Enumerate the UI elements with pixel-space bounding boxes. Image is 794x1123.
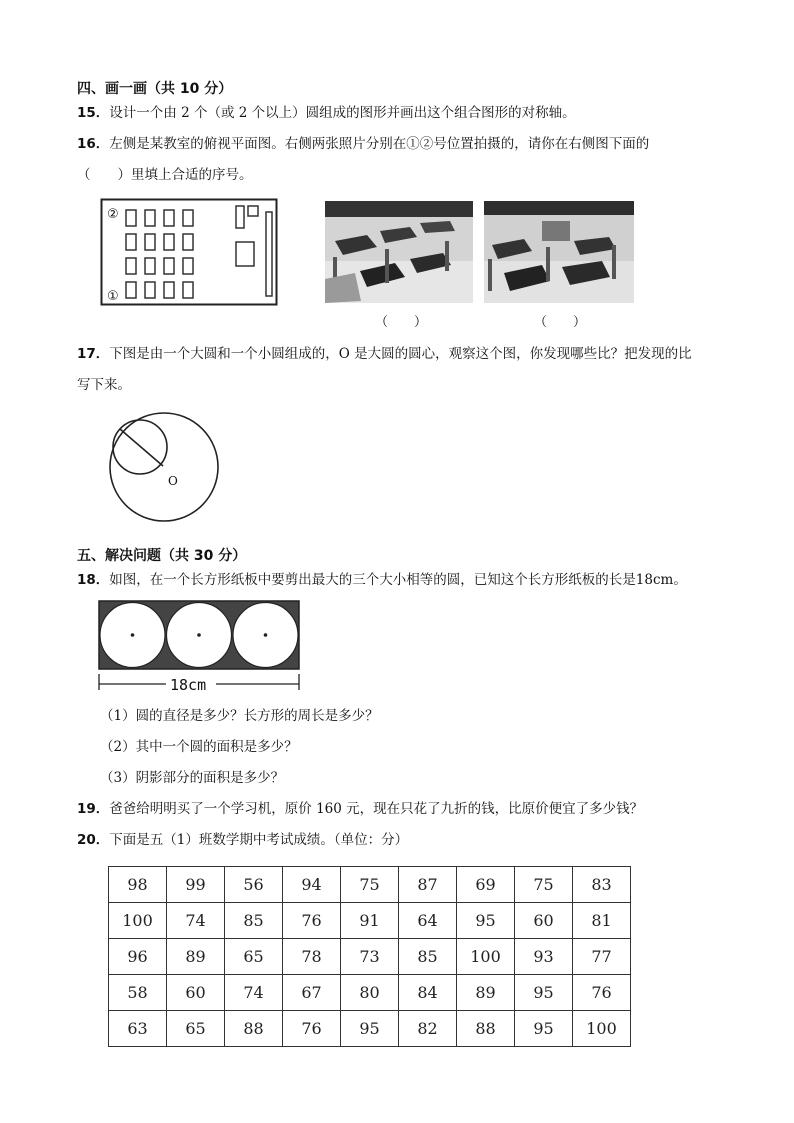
- score-table-wrapper: [108, 866, 631, 1047]
- table-cell: 69: [457, 867, 515, 903]
- table-cell: 76: [573, 975, 631, 1011]
- question-16-number: 16．: [77, 136, 110, 152]
- table-cell: 64: [399, 903, 457, 939]
- question-15-number: 15．: [77, 105, 110, 121]
- table-cell: 95: [341, 1011, 399, 1047]
- question-18: [77, 571, 687, 589]
- question-15-text: 设计一个由 2 个（或 2 个以上）圆组成的图形并画出这个组合图形的对称轴。: [109, 105, 576, 121]
- question-17-text-line1: 下图是由一个大圆和一个小圆组成的，O 是大圆的圆心，观察这个图，你发现哪些比？把发现的比: [109, 346, 692, 362]
- position-1-marker: ①: [107, 289, 119, 304]
- question-15: [77, 104, 576, 122]
- table-row: [109, 1011, 631, 1047]
- question-18-sub-2: （2）其中一个圆的面积是多少？: [100, 739, 298, 755]
- table-cell: 96: [109, 939, 167, 975]
- section-5-title: 五、解决问题（共 30 分）: [77, 548, 247, 564]
- photo-2-answer-paren: （ ）: [534, 315, 587, 330]
- table-cell: 81: [573, 903, 631, 939]
- question-20-text: 下面是五（1）班数学期中考试成绩。（单位：分）: [109, 832, 409, 848]
- table-cell: 100: [573, 1011, 631, 1047]
- table-cell: 85: [225, 903, 283, 939]
- classroom-photo-2: [484, 201, 634, 303]
- question-20-number: 20．: [77, 832, 110, 848]
- table-row: [109, 903, 631, 939]
- table-cell: 60: [167, 975, 225, 1011]
- question-19-text: 爸爸给明明买了一个学习机，原价 160 元，现在只花了九折的钱，比原价便宜了多少钱？: [109, 801, 644, 817]
- classroom-floor-plan: [100, 198, 278, 306]
- table-cell: 93: [515, 939, 573, 975]
- question-18-sub-1: （1）圆的直径是多少？长方形的周长是多少？: [100, 708, 379, 724]
- table-cell: 99: [167, 867, 225, 903]
- table-cell: 95: [515, 1011, 573, 1047]
- center-label: O: [168, 474, 178, 488]
- table-cell: 58: [109, 975, 167, 1011]
- table-cell: 80: [341, 975, 399, 1011]
- classroom-photo-1: [325, 201, 473, 303]
- question-19-number: 19．: [77, 801, 110, 817]
- position-2-marker: ②: [107, 207, 119, 222]
- table-cell: 76: [283, 903, 341, 939]
- table-cell: 67: [283, 975, 341, 1011]
- table-cell: 83: [573, 867, 631, 903]
- question-17-text-line2: 写下来。: [77, 377, 131, 393]
- question-16-text-line2: （ ）里填上合适的序号。: [77, 167, 253, 183]
- table-cell: 75: [341, 867, 399, 903]
- table-row: [109, 975, 631, 1011]
- table-cell: 78: [283, 939, 341, 975]
- table-cell: 91: [341, 903, 399, 939]
- table-cell: 95: [457, 903, 515, 939]
- table-cell: 74: [225, 975, 283, 1011]
- table-cell: 76: [283, 1011, 341, 1047]
- photo-1-answer-paren: （ ）: [375, 315, 428, 330]
- table-cell: 95: [515, 975, 573, 1011]
- table-cell: 84: [399, 975, 457, 1011]
- table-cell: 65: [167, 1011, 225, 1047]
- table-cell: 89: [457, 975, 515, 1011]
- table-cell: 73: [341, 939, 399, 975]
- table-cell: 89: [167, 939, 225, 975]
- question-18-text: 如图，在一个长方形纸板中要剪出最大的三个大小相等的圆，已知这个长方形纸板的长是18cm。: [109, 572, 687, 588]
- table-cell: 74: [167, 903, 225, 939]
- table-cell: 98: [109, 867, 167, 903]
- question-16: [77, 135, 649, 153]
- table-cell: 100: [457, 939, 515, 975]
- table-row: [109, 939, 631, 975]
- question-17: [77, 345, 692, 363]
- table-cell: 60: [515, 903, 573, 939]
- question-16-text-line1: 左侧是某教室的俯视平面图。右侧两张照片分别在①②号位置拍摄的，请你在右侧图下面的: [109, 136, 650, 152]
- table-cell: 75: [515, 867, 573, 903]
- table-cell: 94: [283, 867, 341, 903]
- table-cell: 85: [399, 939, 457, 975]
- question-18-sub-3: （3）阴影部分的面积是多少？: [100, 770, 285, 786]
- question-19: [77, 800, 643, 818]
- table-cell: 88: [457, 1011, 515, 1047]
- section-4-title: 四、画一画（共 10 分）: [77, 81, 233, 97]
- table-cell: 63: [109, 1011, 167, 1047]
- table-cell: 87: [399, 867, 457, 903]
- question-17-number: 17．: [77, 346, 110, 362]
- score-table: [108, 866, 631, 1047]
- table-cell: 56: [225, 867, 283, 903]
- table-cell: 82: [399, 1011, 457, 1047]
- circles-figure: [104, 407, 224, 527]
- table-cell: 65: [225, 939, 283, 975]
- diameter-line: [120, 429, 163, 466]
- question-18-number: 18．: [77, 572, 110, 588]
- table-cell: 88: [225, 1011, 283, 1047]
- large-circle: [110, 413, 218, 521]
- table-cell: 77: [573, 939, 631, 975]
- table-row: [109, 867, 631, 903]
- rectangle-circles-figure: [96, 598, 304, 694]
- table-cell: 100: [109, 903, 167, 939]
- length-label: 18cm: [170, 676, 207, 694]
- question-20: [77, 831, 408, 849]
